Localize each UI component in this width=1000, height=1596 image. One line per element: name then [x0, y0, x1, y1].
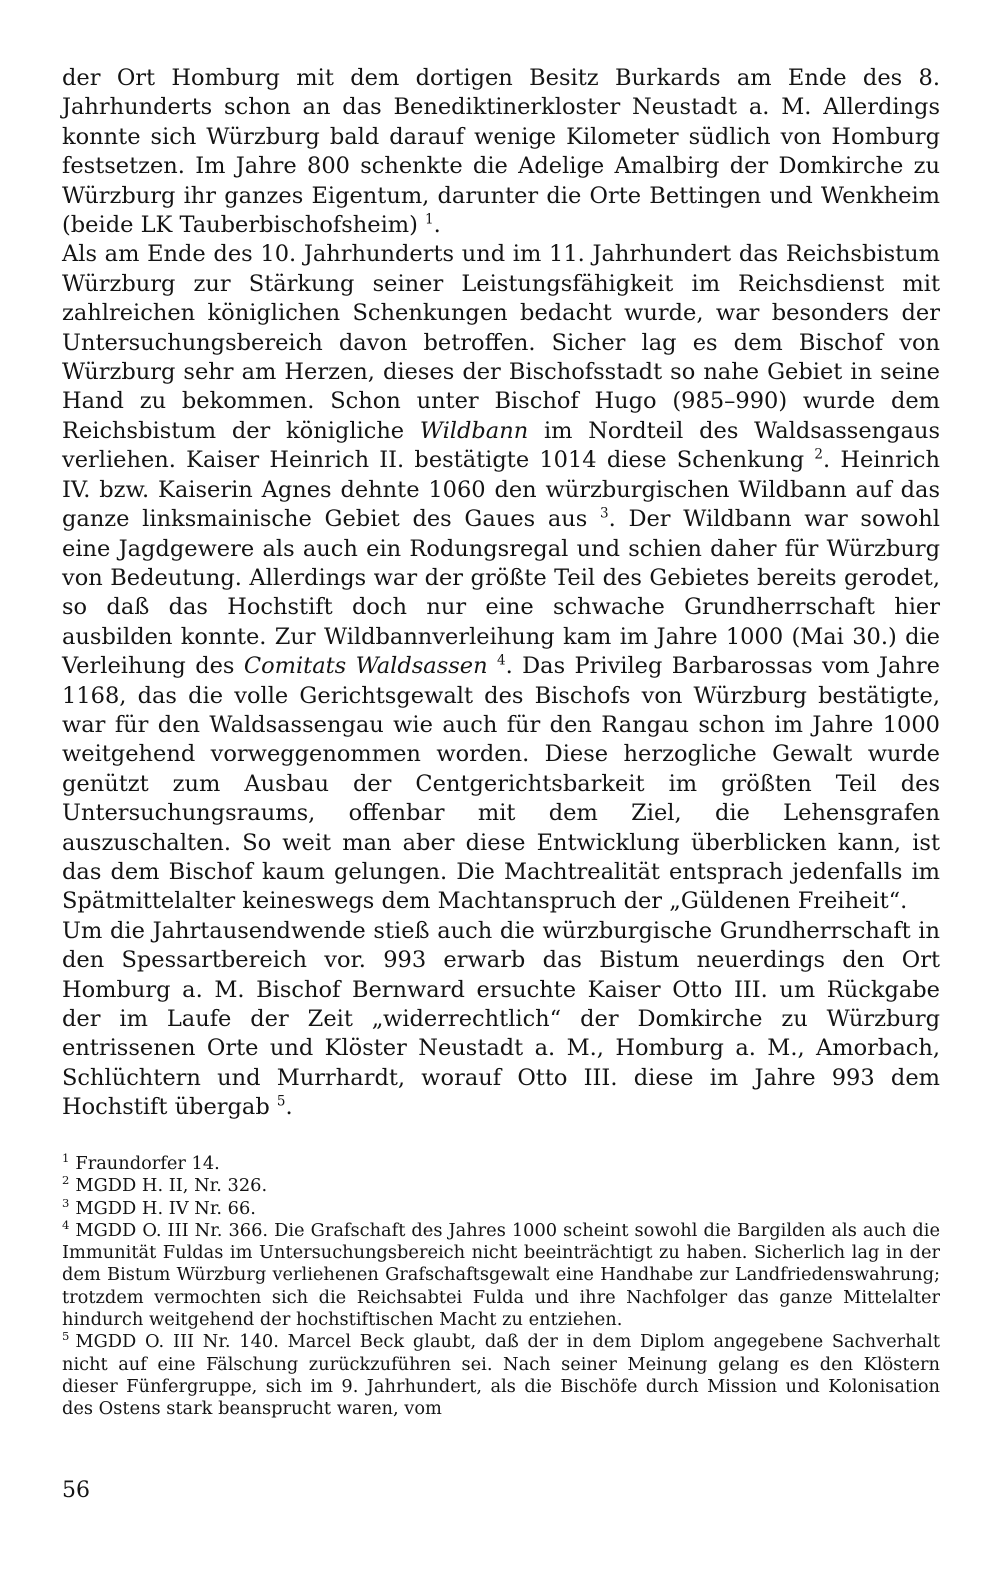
paragraph-3: [62, 917, 940, 1123]
footnote-ref-2: 2: [814, 446, 823, 463]
footnote-number: 4: [62, 1217, 70, 1232]
paragraph-text: . Der Wildbann war sowohl eine Jagdgewere als auch ein Rodungsregal und schien daher für Würzburg von Bedeutung. Allerdings war der größte Teil des Gebietes bereits gerodet, so daß das Hochstift doch nur eine schwache Grundherrschaft hier ausbilden konnte. Zur Wildbannverleihung kam im Jahre 1000 (Mai 30.) die Verleihung des: [62, 506, 940, 680]
paragraph-text: im Nordteil des Waldsassengaus verliehen. Kaiser Heinrich II. bestätigte 1014 diese Schenkung: [62, 417, 941, 474]
paragraph-1: [62, 64, 940, 240]
paragraph-text: . Heinrich IV. bzw. Kaiserin Agnes dehnte 1060 den würzburgischen Wildbann auf das ganze linksmainische Gebiet des Gaues aus: [62, 447, 940, 533]
main-text: [62, 64, 940, 1123]
footnote-ref-4: 4: [497, 652, 506, 669]
footnote-text: MGDD O. III Nr. 366. Die Grafschaft des Jahres 1000 scheint sowohl die Bargilden als auch die Immunität Fuldas im Untersuchungsbereich nicht beeinträchtigt zu haben. Sicherlich lag in der dem Bistum Würzburg verliehenen Grafschaftsgewalt eine Handhabe zur Landfriedenswahrung; trotzdem vermochten sich die Reichsabtei Fulda und ihre Nachfolger das ganze Mittelalter hindurch weitgehend der hochstiftischen Macht zu entziehen.: [62, 1219, 940, 1331]
term-wildbann: Wildbann: [419, 417, 529, 444]
paragraph-tail: .: [285, 1094, 293, 1121]
paragraph-text: . Das Privileg Barbarossas vom Jahre 1168, das die volle Gerichtsgewalt des Bischofs von Würzburg bestätigte, war für den Waldsassengau wie auch für den Rangau schon im Jahre 1000 weitgehend vorweggenommen worden. Diese herzogliche Gewalt wurde genützt zum Ausbau der Centgerichtsbarkeit im größten Teil des Untersuchungsraums, offenbar mit dem Ziel, die Lehensgrafen auszuschalten. So weit man aber diese Entwicklung überblicken kann, ist das dem Bischof kaum gelungen. Die Machtrealität entsprach jedenfalls im Spätmittelalter keineswegs dem Machtanspruch der „Güldenen Freiheit“.: [62, 653, 940, 915]
paragraph-2: [62, 240, 940, 916]
paragraph-tail: .: [433, 212, 441, 239]
page-number: 56: [62, 1478, 90, 1503]
footnote-ref-5: 5: [276, 1093, 286, 1110]
footnote-number: 2: [62, 1173, 70, 1188]
footnote-text: Fraundorfer 14.: [75, 1153, 220, 1174]
footnote-2: [62, 1175, 940, 1197]
footnote-3: [62, 1195, 940, 1220]
footnote-5: [62, 1331, 940, 1420]
footnote-number: 3: [62, 1195, 70, 1210]
paragraph-text: Als am Ende des 10. Jahrhunderts und im 11. Jahrhundert das Reichsbistum Würzburg zur Stärkung seiner Leistungsfähigkeit im Reichsdienst mit zahlreichen königlichen Schenkungen bedacht wurde, war besonders der Untersuchungsbereich davon betroffen. Sicher lag es dem Bischof von Würzburg sehr am Herzen, dieses der Bischofsstadt so nahe Gebiet in seine Hand zu bekommen. Schon unter Bischof Hugo (985–990) wurde dem Reichsbistum der königliche: [62, 241, 940, 444]
footnotes: [62, 1153, 940, 1421]
footnote-ref-3: 3: [600, 505, 609, 522]
paragraph-text: der Ort Homburg mit dem dortigen Besitz Burkards am Ende des 8. Jahrhunderts schon an das Benediktinerkloster Neustadt a. M. Allerdings konnte sich Würzburg bald darauf wenige Kilometer südlich von Homburg festsetzen. Im Jahre 800 schenkte die Adelige Amalbirg der Domkirche zu Würzburg ihr ganzes Eigentum, darunter die Orte Bettingen und Wenkheim (beide LK Tauberbischofsheim): [62, 65, 940, 239]
term-comitats: Comitats Waldsassen: [243, 653, 488, 680]
footnote-text: MGDD H. IV Nr. 66.: [75, 1197, 256, 1219]
footnote-1: [62, 1153, 940, 1175]
footnote-text: MGDD H. II, Nr. 326.: [75, 1175, 268, 1197]
footnote-4: [62, 1217, 940, 1331]
footnote-number: 1: [62, 1151, 70, 1166]
footnote-text: MGDD O. III Nr. 140. Marcel Beck glaubt, daß der in dem Diplom angegebene Sachverhalt nicht auf eine Fälschung zurückzuführen sei. Nach seiner Meinung gelang es den Klöstern dieser Fünfergruppe, sich im 9. Jahrhundert, als die Bischöfe durch Mission und Kolonisation des Ostens stark beansprucht waren, vom: [62, 1331, 940, 1420]
footnote-ref-1: 1: [425, 211, 434, 228]
footnote-number: 5: [62, 1329, 70, 1344]
paragraph-text: Um die Jahrtausendwende stieß auch die würzburgische Grundherrschaft in den Spessartbereich vor. 993 erwarb das Bistum neuerdings den Ort Homburg a. M. Bischof Bernward ersuchte Kaiser Otto III. um Rückgabe der im Laufe der Zeit „widerrechtlich“ der Domkirche zu Würzburg entrissenen Orte und Klöster Neustadt a. M., Homburg a. M., Amorbach, Schlüchtern und Murrhardt, worauf Otto III. diese im Jahre 993 dem Hochstift übergab: [62, 917, 940, 1121]
